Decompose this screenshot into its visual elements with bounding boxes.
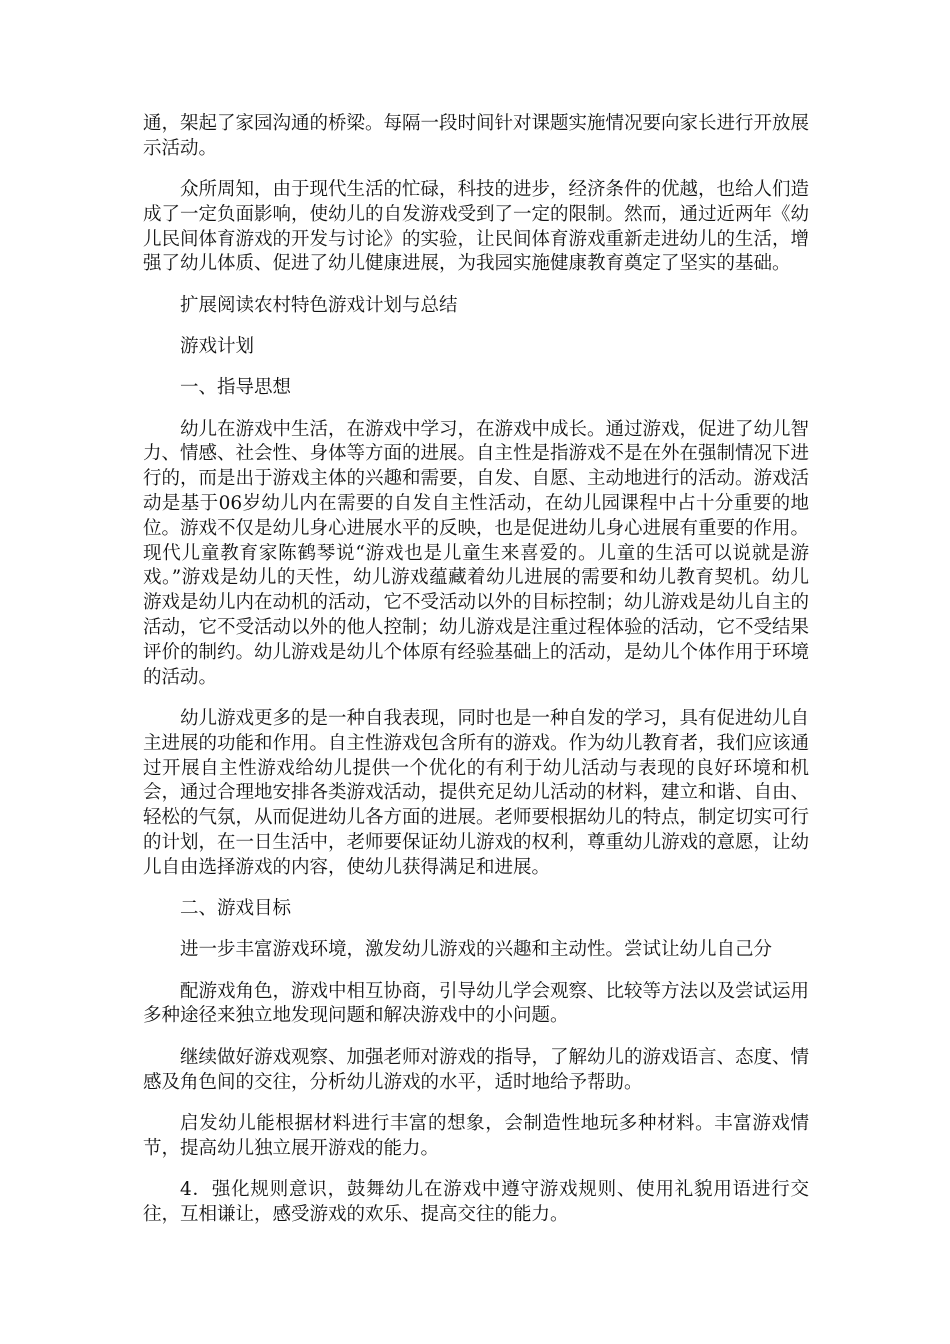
paragraph-goal-rules: 4．强化规则意识，鼓舞幼儿在游戏中遵守游戏规则、使用礼貌用语进行交往，互相谦让，感受游戏的欢乐、提高交往的能力。 xyxy=(143,1178,809,1225)
section-heading-game-goals: 二、游戏目标 xyxy=(180,898,292,920)
paragraph-goal-observation: 继续做好游戏观察、加强老师对游戏的指导，了解幼儿的游戏语言、态度、情感及角色间的交往，分析幼儿游戏的水平，适时地给予帮助。 xyxy=(143,1046,810,1093)
section-title-game-plan: 游戏计划 xyxy=(180,336,255,358)
paragraph-goal-imagination: 启发幼儿能根据材料进行丰富的想象，会制造性地玩多种材料。丰富游戏情节，提高幼儿独立展开游戏的能力。 xyxy=(143,1112,809,1159)
paragraph-folk-sports-games: 众所周知，由于现代生活的忙碌，科技的进步，经济条件的优越，也给人们造成了一定负面影响，使幼儿的自发游戏受到了一定的限制。然而，通过近两年《幼儿民间体育游戏的开发与讨论》的实验，让民间体育游戏重新走进幼儿的生活，增强了幼儿体质、促进了幼儿健康进展，为我园实施健康教育奠定了坚实的基础。 xyxy=(143,179,810,275)
section-heading-guiding-ideology: 一、指导思想 xyxy=(180,377,292,399)
section-title-extended-reading: 扩展阅读农村特色游戏计划与总结 xyxy=(180,294,458,316)
paragraph-play-and-growth: 幼儿在游戏中生活，在游戏中学习，在游戏中成长。通过游戏，促进了幼儿智力、情感、社会性、身体等方面的进展。自主性是指游戏不是在外在强制情况下进行的，而是出于游戏主体的兴趣和需要，自发、自愿、主动地进行的活动。游戏活动是基于06岁幼儿内在需要的自发自主性活动，在幼儿园课程中占十分重要的地位。游戏不仅是幼儿身心进展水平的反映，也是促进幼儿身心进展有重要的作用。现代儿童教育家陈鹤琴说“游戏也是儿童生来喜爱的。儿童的生活可以说就是游戏。”游戏是幼儿的天性，幼儿游戏蕴藏着幼儿进展的需要和幼儿教育契机。幼儿游戏是幼儿内在动机的活动，它不受活动以外的目标控制；幼儿游戏是幼儿自主的活动，它不受活动以外的他人控制；幼儿游戏是注重过程体验的活动，它不受结果评价的制约。幼儿游戏是幼儿个体原有经验基础上的活动，是幼儿个体作用于环境的活动。 xyxy=(143,418,810,688)
paragraph-home-school-communication: 通，架起了家园沟通的桥梁。每隔一段时间针对课题实施情况要向家长进行开放展示活动。 xyxy=(143,113,810,159)
paragraph-goal-role-assignment: 配游戏角色，游戏中相互协商，引导幼儿学会观察、比较等方法以及尝试运用多种途径来独立地发现问题和解决游戏中的小问题。 xyxy=(143,980,810,1027)
document-body xyxy=(143,112,809,1244)
paragraph-self-expression: 幼儿游戏更多的是一种自我表现，同时也是一种自发的学习，具有促进幼儿自主进展的功能和作用。自主性游戏包含所有的游戏。作为幼儿教育者，我们应该通过开展自主性游戏给幼儿提供一个优化的有利于幼儿活动与表现的良好环境和机会，通过合理地安排各类游戏活动，提供充足幼儿活动的材料，建立和谐、自由、轻松的气氛，从而促进幼儿各方面的进展。老师要根据幼儿的特点，制定切实可行的计划，在一日生活中，老师要保证幼儿游戏的权利，尊重幼儿游戏的意愿，让幼儿自由选择游戏的内容，使幼儿获得满足和进展。 xyxy=(143,707,810,878)
paragraph-goal-enrich-environment: 进一步丰富游戏环境，激发幼儿游戏的兴趣和主动性。尝试让幼儿自己分 xyxy=(180,939,773,961)
